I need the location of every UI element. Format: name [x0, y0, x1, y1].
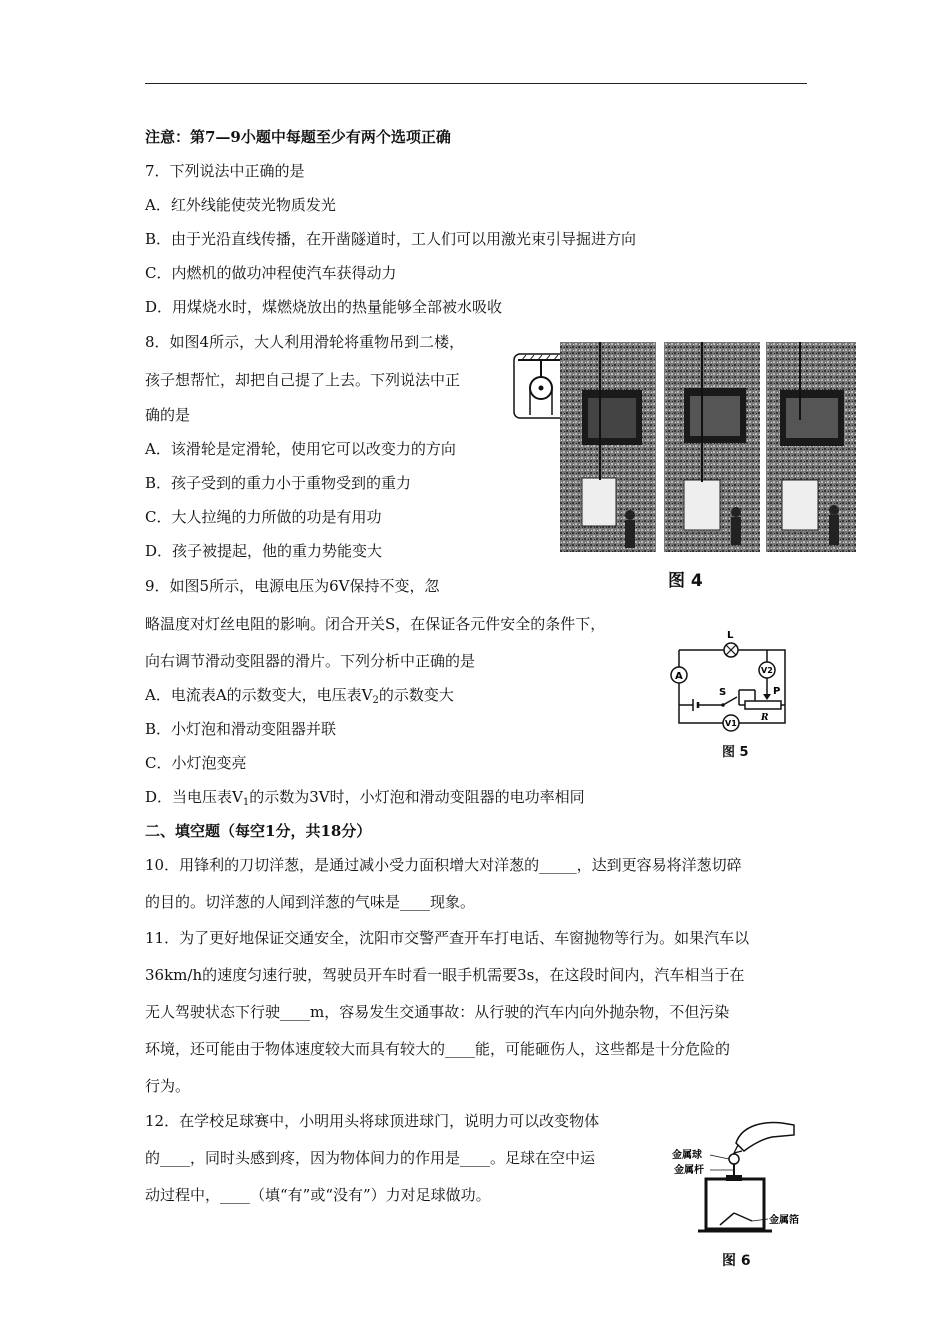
q9-option-d-pre: D．当电压表V — [145, 788, 243, 806]
photo-panel-3 — [766, 342, 856, 552]
q8-option-d: D．孩子被提起，他的重力势能变大 — [145, 542, 383, 560]
q11-line3: 无人驾驶状态下行驶____m，容易发生交通事故：从行驶的汽车内向外抛杂物，不但污染 — [145, 1003, 730, 1021]
q8-stem-line2: 孩子想帮忙，却把自己提了上去。下列说法中正 — [145, 371, 461, 389]
q8-option-c: C．大人拉绳的力所做的功是有用功 — [145, 508, 382, 526]
q11-line4: 环境，还可能由于物体速度较大而具有较大的____能，可能砸伤人，这些都是十分危险的 — [145, 1040, 731, 1058]
q7-option-a: A．红外线能使荧光物质发光 — [145, 196, 336, 214]
label-ammeter: A — [675, 671, 683, 682]
label-slider: P — [773, 686, 781, 697]
q8-option-b: B．孩子受到的重力小于重物受到的重力 — [145, 474, 412, 492]
q12-line3: 动过程中，____（填“有”或“没有”）力对足球做功。 — [145, 1186, 491, 1204]
figure-5-circuit — [665, 628, 800, 738]
q8-stem-line3: 确的是 — [145, 406, 191, 424]
metal-ball — [729, 1154, 739, 1164]
q10-line1: 10．用锋利的刀切洋葱，是通过减小受力面积增大对洋葱的_____，达到更容易将洋葱切碎 — [145, 856, 742, 874]
figure-6-electroscope — [672, 1115, 802, 1245]
photo-panel-2 — [664, 342, 760, 552]
q12-line1: 12．在学校足球赛中，小明用头将球顶进球门，说明力可以改变物体 — [145, 1112, 600, 1130]
q11-line1: 11．为了更好地保证交通安全，沈阳市交警严查开车打电话、车窗抛物等行为。如果汽车以 — [145, 929, 750, 947]
q8-stem-line1: 8．如图4所示，大人利用滑轮将重物吊到二楼， — [145, 333, 465, 351]
q9-option-d-post: 的示数为3V时，小灯泡和滑动变阻器的电功率相同 — [249, 788, 585, 806]
q12-line2: 的____，同时头感到疼，因为物体间力的作用是____。足球在空中运 — [145, 1149, 596, 1167]
q9-option-a-pre: A．电流表A的示数变大，电压表V — [145, 686, 373, 704]
q8-option-a: A．该滑轮是定滑轮，使用它可以改变力的方向 — [145, 440, 456, 458]
q9-option-a-post: 的示数变大 — [378, 686, 454, 704]
q9-option-a-sub: 2 — [372, 695, 379, 706]
notice: 注意：第7—9小题中每题至少有两个选项正确 — [145, 128, 451, 146]
q9-stem-line3: 向右调节滑动变阻器的滑片。下列分析中正确的是 — [145, 652, 476, 670]
q9-stem-line2: 略温度对灯丝电阻的影响。闭合开关S，在保证各元件安全的条件下， — [145, 615, 606, 633]
q9-option-d — [145, 787, 585, 807]
figure-5-caption: 图 5 — [722, 745, 749, 760]
label-metal-ball: 金属球 — [672, 1150, 702, 1161]
q9-option-a — [145, 685, 454, 705]
q9-option-b: B．小灯泡和滑动变阻器并联 — [145, 720, 337, 738]
q11-line2: 36km/h的速度匀速行驶，驾驶员开车时看一眼手机需要3s，在这段时间内，汽车相当于在 — [145, 966, 745, 984]
q7-option-c: C．内燃机的做功冲程使汽车获得动力 — [145, 264, 397, 282]
q9-stem-line1: 9．如图5所示，电源电压为6V保持不变，忽 — [145, 577, 440, 595]
q7-option-d: D．用煤烧水时，煤燃烧放出的热量能够全部被水吸收 — [145, 298, 503, 316]
figure-6-caption: 图 6 — [722, 1253, 751, 1269]
electroscope-jar — [706, 1179, 764, 1229]
q9-option-c: C．小灯泡变亮 — [145, 754, 247, 772]
q7-option-b: B．由于光沿直线传播，在开凿隧道时，工人们可以用激光束引导掘进方向 — [145, 230, 637, 248]
switch-symbol — [723, 697, 737, 705]
q9-option-d-sub: 1 — [242, 797, 250, 808]
photo-panel-1 — [560, 342, 656, 552]
q11-line5: 行为。 — [145, 1077, 191, 1095]
header-rule — [145, 83, 807, 84]
label-switch: S — [719, 687, 727, 698]
hand-drawing — [736, 1123, 794, 1151]
q7-stem: 7．下列说法中正确的是 — [145, 162, 305, 180]
section-2-heading: 二、填空题（每空1分，共18分） — [145, 822, 372, 840]
q10-line2: 的目的。切洋葱的人闻到洋葱的气味是____现象。 — [145, 893, 476, 911]
label-metal-rod: 金属杆 — [674, 1165, 704, 1176]
rheostat-symbol — [745, 701, 781, 709]
label-lamp: L — [727, 630, 734, 641]
figure-4-illustration — [512, 340, 858, 555]
label-v2: V2 — [761, 666, 773, 675]
label-rheostat: R — [761, 713, 769, 723]
figure-4-caption: 图 4 — [668, 571, 703, 591]
label-metal-foil: 金属箔 — [769, 1215, 799, 1226]
label-v1: V1 — [725, 719, 737, 728]
